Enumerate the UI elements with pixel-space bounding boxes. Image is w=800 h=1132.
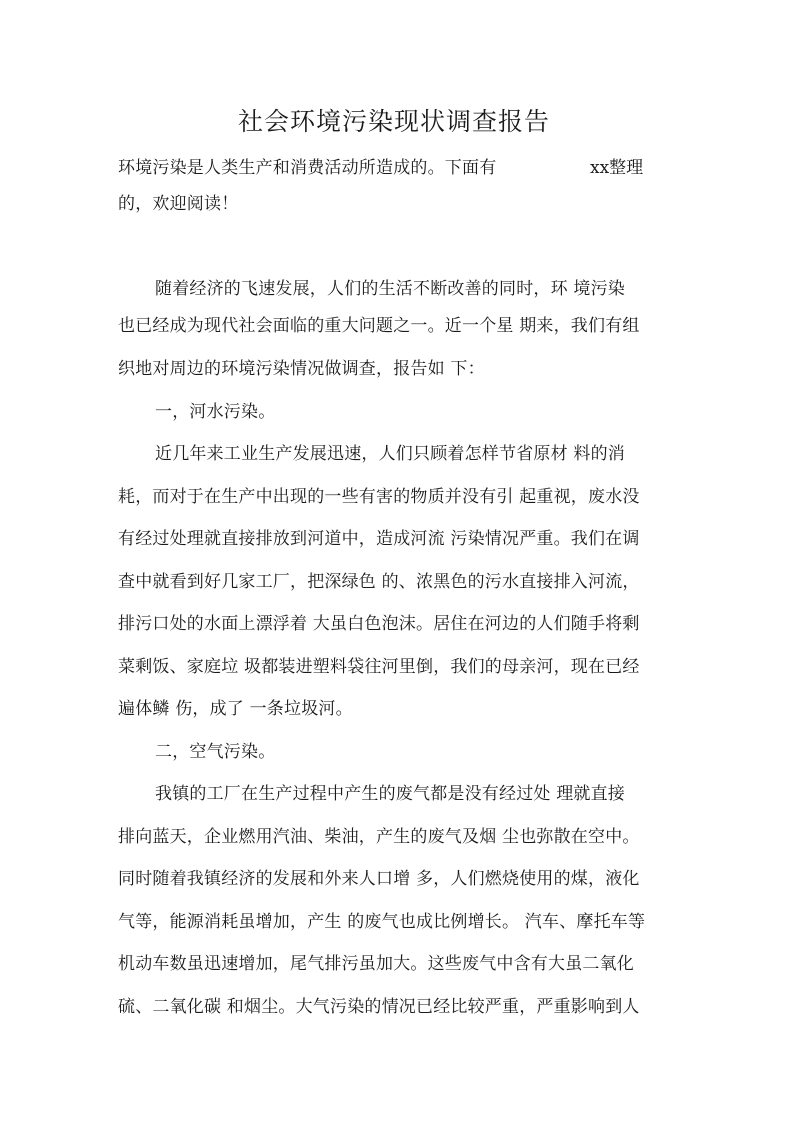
- paragraph-line: 也已经成为现代社会面临的重大问题之一。近一个星 期来，我们有组: [118, 316, 640, 336]
- section-heading-air: 二，空气污染。: [155, 742, 276, 762]
- document-title: 社会环境污染现状调查报告: [237, 107, 550, 136]
- paragraph-line: 硫、二氧化碳 和烟尘。大气污染的情况已经比较严重，严重影响到人: [118, 997, 640, 1017]
- paragraph-line: 同时随着我镇经济的发展和外来人口增 多，人们燃烧使用的煤，液化: [118, 869, 640, 889]
- paragraph-line: 耗，而对于在生产中出现的一些有害的物质并没有引 起重视，废水没: [118, 487, 640, 507]
- paragraph-line: 排向蓝天，企业燃用汽油、柴油，产生的废气及烟 尘也弥散在空中。: [118, 827, 640, 847]
- paragraph-line: 排污口处的水面上漂浮着 大虽白色泡沫。居住在河边的人们随手将剩: [118, 614, 640, 634]
- paragraph-line: 有经过处理就直接排放到河道中，造成河流 污染情况严重。我们在调: [118, 529, 640, 549]
- section-heading-river: 一，河水污染。: [155, 402, 276, 422]
- paragraph-line: 随着经济的飞速发展，人们的生活不断改善的同时，环 境污染: [155, 279, 626, 299]
- paragraph-line: 我镇的工厂在生产过程中产生的废气都是没有经过处 理就直接: [155, 784, 626, 804]
- paragraph-line: 织地对周边的环境污染情况做调查，报告如 下：: [118, 359, 485, 379]
- paragraph-line: 近几年来工业生产发展迅速，人们只顾着怎样节省原材 料的消: [155, 444, 626, 464]
- paragraph-line: 遍体鳞 伤，成了 一条垃圾河。: [118, 699, 353, 719]
- intro-line-1: 环境污染是人类生产和消费活动所造成的。下面有: [118, 158, 497, 178]
- paragraph-line: 机动车数虽迅速增加，尾气排污虽加大。这些废气中含有大虽二氧化: [118, 954, 634, 974]
- intro-line-1-right: xx整理: [590, 158, 644, 178]
- paragraph-line: 查中就看到好几家工厂，把深绿色 的、浓黑色的污水直接排入河流，: [118, 572, 640, 592]
- intro-line-2: 的，欢迎阅读！: [118, 194, 239, 214]
- paragraph-line: 气等，能源消耗虽增加，产生 的废气也成比例增长。 汽车、摩托车等: [118, 912, 646, 932]
- paragraph-line: 菜剩饭、家庭垃 圾都装进塑料袋往河里倒，我们的母亲河，现在已经: [118, 657, 640, 677]
